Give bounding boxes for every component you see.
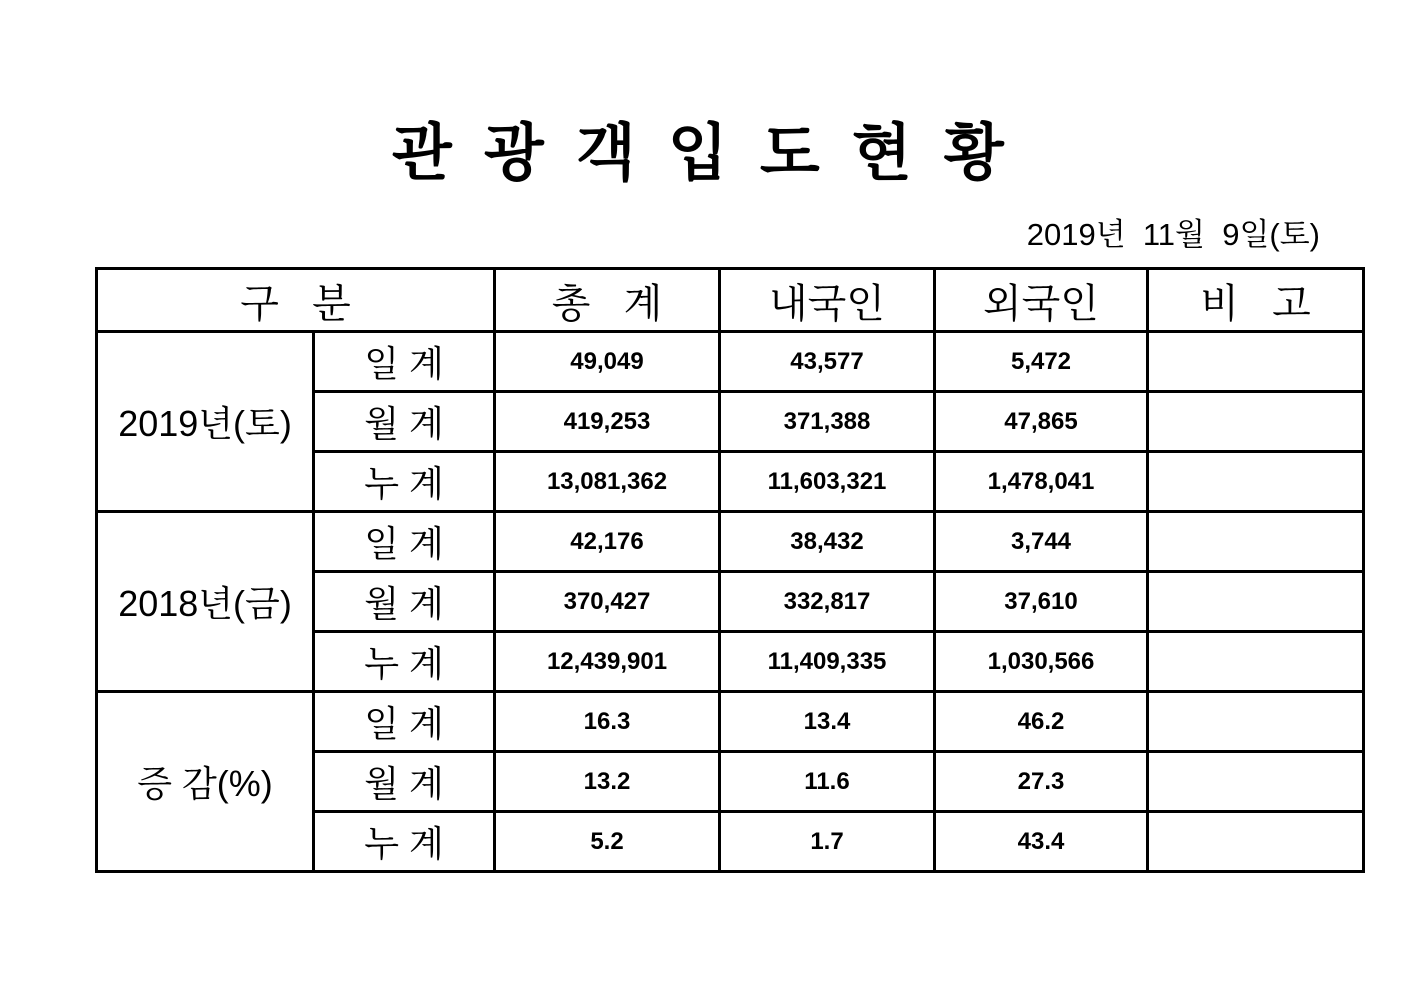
- cell-foreign: 5,472: [935, 332, 1148, 392]
- cell-foreign: 46.2: [935, 692, 1148, 752]
- table-row: [97, 512, 1364, 572]
- cell-domestic: 43,577: [720, 332, 935, 392]
- cell-domestic: 11,603,321: [720, 452, 935, 512]
- cell-domestic: 11.6: [720, 752, 935, 812]
- table-row: [97, 332, 1364, 392]
- cell-total: 42,176: [495, 512, 720, 572]
- cell-total: 419,253: [495, 392, 720, 452]
- cell-total: 13,081,362: [495, 452, 720, 512]
- cell-note: [1148, 572, 1364, 632]
- cell-total: 12,439,901: [495, 632, 720, 692]
- cell-foreign: 3,744: [935, 512, 1148, 572]
- header-note: 비 고: [1148, 269, 1364, 332]
- header-total: 총 계: [495, 269, 720, 332]
- cell-note: [1148, 692, 1364, 752]
- row-label-cumulative: 누 계: [314, 452, 495, 512]
- cell-total: 16.3: [495, 692, 720, 752]
- cell-total: 49,049: [495, 332, 720, 392]
- row-label-daily: 일 계: [314, 332, 495, 392]
- tourist-arrival-table: [95, 267, 1365, 873]
- cell-foreign: 43.4: [935, 812, 1148, 872]
- row-label-monthly: 월 계: [314, 392, 495, 452]
- cell-total: 13.2: [495, 752, 720, 812]
- cell-foreign: 37,610: [935, 572, 1148, 632]
- cell-foreign: 27.3: [935, 752, 1148, 812]
- row-label-daily: 일 계: [314, 512, 495, 572]
- table-row: [97, 692, 1364, 752]
- header-foreign: 외국인: [935, 269, 1148, 332]
- row-label-monthly: 월 계: [314, 752, 495, 812]
- cell-domestic: 371,388: [720, 392, 935, 452]
- row-label-monthly: 월 계: [314, 572, 495, 632]
- page-title: 관 광 객 입 도 현 황: [391, 119, 1012, 188]
- group-label-2019: 2019년(토): [97, 332, 314, 512]
- cell-note: [1148, 512, 1364, 572]
- report-date: 2019년 11월 9일(토): [1026, 217, 1320, 252]
- cell-domestic: 11,409,335: [720, 632, 935, 692]
- cell-note: [1148, 392, 1364, 452]
- cell-domestic: 38,432: [720, 512, 935, 572]
- row-label-cumulative: 누 계: [314, 632, 495, 692]
- cell-domestic: 1.7: [720, 812, 935, 872]
- header-gubun: 구 분: [97, 269, 495, 332]
- group-label-2018: 2018년(금): [97, 512, 314, 692]
- table-header-row: [97, 269, 1364, 332]
- cell-note: [1148, 332, 1364, 392]
- cell-foreign: 1,478,041: [935, 452, 1148, 512]
- cell-note: [1148, 452, 1364, 512]
- cell-note: [1148, 632, 1364, 692]
- cell-foreign: 1,030,566: [935, 632, 1148, 692]
- cell-domestic: 13.4: [720, 692, 935, 752]
- cell-note: [1148, 752, 1364, 812]
- cell-note: [1148, 812, 1364, 872]
- row-label-daily: 일 계: [314, 692, 495, 752]
- cell-total: 370,427: [495, 572, 720, 632]
- cell-foreign: 47,865: [935, 392, 1148, 452]
- cell-domestic: 332,817: [720, 572, 935, 632]
- header-domestic: 내국인: [720, 269, 935, 332]
- cell-total: 5.2: [495, 812, 720, 872]
- row-label-cumulative: 누 계: [314, 812, 495, 872]
- group-label-change-pct: 증 감(%): [97, 692, 314, 872]
